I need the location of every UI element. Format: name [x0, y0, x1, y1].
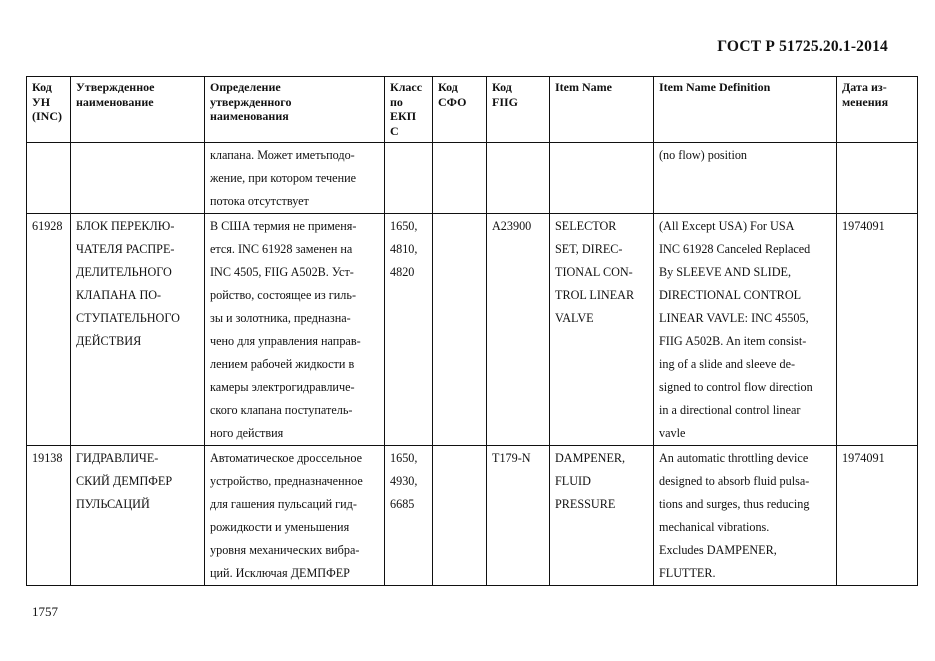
cell-item-name: SELECTOR SET, DIREC- TIONAL CON- TROL LINEAR VALVE [550, 214, 654, 446]
cell-class: 1650, 4930, 6685 [385, 446, 433, 586]
cell-item-name [550, 143, 654, 214]
cell-sfo [433, 446, 487, 586]
cell-sfo [433, 143, 487, 214]
document-standard-number: ГОСТ Р 51725.20.1-2014 [717, 38, 888, 55]
cell-name-ru [71, 143, 205, 214]
column-header-item-name: Item Name [550, 77, 654, 143]
cell-fiig: T179-N [487, 446, 550, 586]
cell-item-definition: An automatic throttling device designed to absorb fluid pulsa- tions and surges, thus reducing mechanical vibrations. Excludes DAMPENER, FLUTTER. [654, 446, 837, 586]
table-header-row [27, 77, 918, 143]
column-header-fiig: Код FIIG [487, 77, 550, 143]
cell-class: 1650, 4810, 4820 [385, 214, 433, 446]
cell-definition-ru: В США термия не применя- ется. INC 61928 заменен на INC 4505, FIIG A502B. Уст- ройство, состоящее из гиль- зы и золотника, предназна- чено для управления направ- лением рабочей жидкости в камеры электрогидравличе- ского клапана поступатель- ного действия [205, 214, 385, 446]
column-header-sfo: Код СФО [433, 77, 487, 143]
cell-item-definition: (All Except USA) For USA INC 61928 Canceled Replaced By SLEEVE AND SLIDE, DIRECTIONAL CONTROL LINEAR VAVLE: INC 45505, FIIG A502B. An item consist- ing of a slide and sleeve de- signed to control flow direction in a directional control linear vavle [654, 214, 837, 446]
cell-item-name: DAMPENER, FLUID PRESSURE [550, 446, 654, 586]
column-header-inc: Код УН (INC) [27, 77, 71, 143]
column-header-class: Класс по ЕКП С [385, 77, 433, 143]
cell-fiig [487, 143, 550, 214]
column-header-change-date: Дата из- менения [837, 77, 918, 143]
cell-sfo [433, 214, 487, 446]
cell-item-definition: (no flow) position [654, 143, 837, 214]
cell-class [385, 143, 433, 214]
cell-change-date [837, 143, 918, 214]
cell-definition-ru: Автоматическое дроссельное устройство, предназначенное для гашения пульсаций гид- рожидкости и уменьшения уровня механических вибра- ций. Исключая ДЕМПФЕР [205, 446, 385, 586]
table-row [27, 446, 918, 586]
table-row [27, 214, 918, 446]
cell-inc: 61928 [27, 214, 71, 446]
cell-change-date: 1974091 [837, 214, 918, 446]
column-header-approved-name: Утвержденное наименование [71, 77, 205, 143]
page-number: 1757 [32, 604, 58, 619]
cell-name-ru: ГИДРАВЛИЧЕ- СКИЙ ДЕМПФЕР ПУЛЬСАЦИЙ [71, 446, 205, 586]
cell-fiig: A23900 [487, 214, 550, 446]
cell-change-date: 1974091 [837, 446, 918, 586]
table-row [27, 143, 918, 214]
column-header-definition-ru: Определение утвержденного наименования [205, 77, 385, 143]
column-header-item-definition: Item Name Definition [654, 77, 837, 143]
nomenclature-table [26, 76, 918, 586]
cell-definition-ru: клапана. Может иметьподо- жение, при котором течение потока отсутствует [205, 143, 385, 214]
cell-inc: 19138 [27, 446, 71, 586]
cell-inc [27, 143, 71, 214]
cell-name-ru: БЛОК ПЕРЕКЛЮ- ЧАТЕЛЯ РАСПРЕ- ДЕЛИТЕЛЬНОГО КЛАПАНА ПО- СТУПАТЕЛЬНОГО ДЕЙСТВИЯ [71, 214, 205, 446]
